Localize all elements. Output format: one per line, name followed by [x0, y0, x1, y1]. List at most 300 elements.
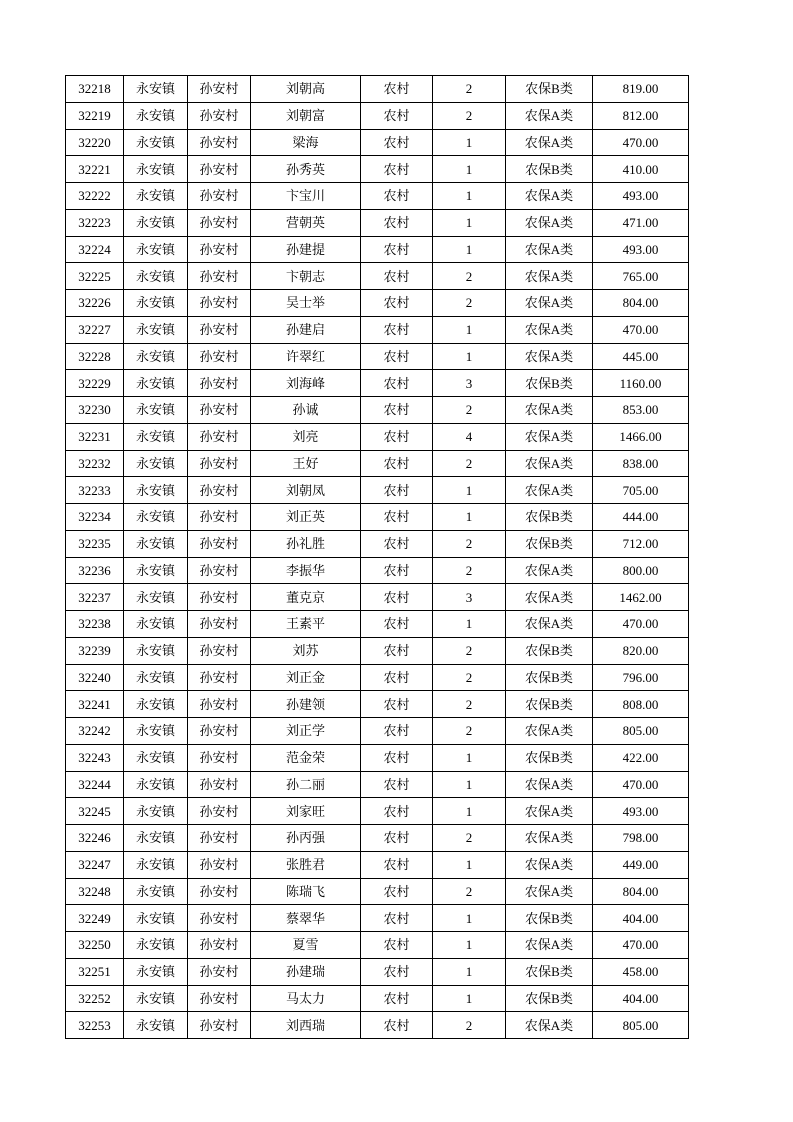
beneficiary-table — [65, 75, 689, 1039]
table-cell-person_count: 1 — [433, 504, 506, 531]
table-cell-village: 孙安村 — [188, 450, 251, 477]
table-cell-village: 孙安村 — [188, 129, 251, 156]
table-cell-village: 孙安村 — [188, 798, 251, 825]
table-cell-id: 32233 — [66, 477, 124, 504]
table-cell-person_count: 1 — [433, 798, 506, 825]
table-cell-id: 32251 — [66, 958, 124, 985]
table-cell-id: 32226 — [66, 290, 124, 317]
table-cell-name: 陈瑞飞 — [251, 878, 361, 905]
table-cell-name: 董克京 — [251, 584, 361, 611]
table-cell-name: 刘苏 — [251, 637, 361, 664]
table-row — [66, 236, 689, 263]
table-cell-household_type: 农村 — [361, 316, 433, 343]
table-cell-amount: 471.00 — [593, 209, 689, 236]
table-cell-person_count: 1 — [433, 771, 506, 798]
table-row — [66, 477, 689, 504]
table-cell-amount: 1466.00 — [593, 423, 689, 450]
table-row — [66, 263, 689, 290]
table-cell-village: 孙安村 — [188, 611, 251, 638]
table-cell-village: 孙安村 — [188, 932, 251, 959]
table-cell-insurance_class: 农保A类 — [506, 798, 593, 825]
table-cell-amount: 805.00 — [593, 718, 689, 745]
table-cell-person_count: 2 — [433, 718, 506, 745]
table-row — [66, 209, 689, 236]
table-cell-amount: 819.00 — [593, 76, 689, 103]
table-cell-id: 32222 — [66, 183, 124, 210]
table-cell-village: 孙安村 — [188, 263, 251, 290]
table-cell-household_type: 农村 — [361, 504, 433, 531]
table-cell-person_count: 1 — [433, 129, 506, 156]
table-cell-household_type: 农村 — [361, 905, 433, 932]
table-cell-person_count: 1 — [433, 985, 506, 1012]
table-cell-person_count: 2 — [433, 102, 506, 129]
table-cell-town: 永安镇 — [124, 290, 188, 317]
table-cell-household_type: 农村 — [361, 584, 433, 611]
table-cell-person_count: 2 — [433, 557, 506, 584]
table-cell-name: 范金荣 — [251, 744, 361, 771]
table-cell-amount: 804.00 — [593, 290, 689, 317]
table-cell-village: 孙安村 — [188, 557, 251, 584]
table-cell-village: 孙安村 — [188, 530, 251, 557]
table-cell-town: 永安镇 — [124, 316, 188, 343]
table-cell-id: 32232 — [66, 450, 124, 477]
table-cell-town: 永安镇 — [124, 798, 188, 825]
table-row — [66, 183, 689, 210]
table-cell-household_type: 农村 — [361, 530, 433, 557]
table-cell-household_type: 农村 — [361, 851, 433, 878]
table-row — [66, 504, 689, 531]
table-cell-village: 孙安村 — [188, 156, 251, 183]
table-cell-insurance_class: 农保A类 — [506, 316, 593, 343]
table-cell-town: 永安镇 — [124, 932, 188, 959]
table-cell-id: 32230 — [66, 397, 124, 424]
table-cell-village: 孙安村 — [188, 209, 251, 236]
table-row — [66, 905, 689, 932]
table-cell-amount: 812.00 — [593, 102, 689, 129]
table-cell-household_type: 农村 — [361, 263, 433, 290]
table-cell-town: 永安镇 — [124, 718, 188, 745]
table-cell-name: 卞宝川 — [251, 183, 361, 210]
table-cell-village: 孙安村 — [188, 504, 251, 531]
table-cell-town: 永安镇 — [124, 504, 188, 531]
table-cell-id: 32221 — [66, 156, 124, 183]
table-cell-amount: 404.00 — [593, 905, 689, 932]
table-cell-person_count: 2 — [433, 637, 506, 664]
table-cell-village: 孙安村 — [188, 236, 251, 263]
table-cell-person_count: 3 — [433, 584, 506, 611]
table-cell-id: 32253 — [66, 1012, 124, 1039]
table-cell-person_count: 1 — [433, 477, 506, 504]
table-cell-person_count: 2 — [433, 825, 506, 852]
table-cell-id: 32252 — [66, 985, 124, 1012]
table-cell-name: 刘海峰 — [251, 370, 361, 397]
table-row — [66, 744, 689, 771]
table-cell-insurance_class: 农保A类 — [506, 290, 593, 317]
table-cell-person_count: 2 — [433, 664, 506, 691]
table-cell-name: 刘正金 — [251, 664, 361, 691]
table-cell-village: 孙安村 — [188, 584, 251, 611]
table-cell-person_count: 1 — [433, 851, 506, 878]
table-cell-amount: 1160.00 — [593, 370, 689, 397]
table-cell-insurance_class: 农保A类 — [506, 450, 593, 477]
table-cell-name: 刘西瑞 — [251, 1012, 361, 1039]
table-cell-village: 孙安村 — [188, 370, 251, 397]
table-cell-household_type: 农村 — [361, 985, 433, 1012]
table-cell-name: 蔡翠华 — [251, 905, 361, 932]
table-cell-amount: 800.00 — [593, 557, 689, 584]
table-cell-household_type: 农村 — [361, 718, 433, 745]
table-cell-household_type: 农村 — [361, 958, 433, 985]
table-cell-household_type: 农村 — [361, 691, 433, 718]
table-cell-village: 孙安村 — [188, 423, 251, 450]
table-cell-name: 刘正英 — [251, 504, 361, 531]
table-cell-insurance_class: 农保A类 — [506, 932, 593, 959]
table-cell-name: 孙建瑞 — [251, 958, 361, 985]
table-cell-town: 永安镇 — [124, 102, 188, 129]
table-cell-household_type: 农村 — [361, 611, 433, 638]
table-cell-insurance_class: 农保B类 — [506, 504, 593, 531]
table-cell-village: 孙安村 — [188, 477, 251, 504]
table-cell-town: 永安镇 — [124, 1012, 188, 1039]
table-cell-name: 夏雪 — [251, 932, 361, 959]
table-cell-village: 孙安村 — [188, 744, 251, 771]
table-row — [66, 450, 689, 477]
table-cell-person_count: 2 — [433, 691, 506, 718]
table-cell-household_type: 农村 — [361, 664, 433, 691]
table-cell-amount: 410.00 — [593, 156, 689, 183]
table-cell-person_count: 2 — [433, 450, 506, 477]
table-cell-amount: 705.00 — [593, 477, 689, 504]
table-cell-amount: 470.00 — [593, 932, 689, 959]
table-cell-village: 孙安村 — [188, 76, 251, 103]
table-row — [66, 932, 689, 959]
table-cell-id: 32234 — [66, 504, 124, 531]
table-cell-household_type: 农村 — [361, 825, 433, 852]
table-cell-amount: 805.00 — [593, 1012, 689, 1039]
table-cell-insurance_class: 农保A类 — [506, 851, 593, 878]
table-cell-town: 永安镇 — [124, 209, 188, 236]
table-row — [66, 290, 689, 317]
table-cell-name: 刘朝富 — [251, 102, 361, 129]
table-cell-name: 孙二丽 — [251, 771, 361, 798]
table-cell-name: 刘朝高 — [251, 76, 361, 103]
table-cell-village: 孙安村 — [188, 771, 251, 798]
table-cell-person_count: 2 — [433, 878, 506, 905]
table-cell-id: 32246 — [66, 825, 124, 852]
table-cell-amount: 808.00 — [593, 691, 689, 718]
table-cell-amount: 470.00 — [593, 129, 689, 156]
table-cell-household_type: 农村 — [361, 744, 433, 771]
table-cell-household_type: 农村 — [361, 423, 433, 450]
table-cell-insurance_class: 农保B类 — [506, 156, 593, 183]
table-cell-household_type: 农村 — [361, 932, 433, 959]
table-cell-household_type: 农村 — [361, 637, 433, 664]
table-row — [66, 370, 689, 397]
table-cell-amount: 804.00 — [593, 878, 689, 905]
table-cell-person_count: 1 — [433, 958, 506, 985]
table-cell-insurance_class: 农保A类 — [506, 477, 593, 504]
table-cell-id: 32240 — [66, 664, 124, 691]
table-cell-id: 32236 — [66, 557, 124, 584]
table-cell-town: 永安镇 — [124, 905, 188, 932]
table-cell-household_type: 农村 — [361, 343, 433, 370]
table-cell-name: 刘亮 — [251, 423, 361, 450]
table-cell-insurance_class: 农保B类 — [506, 530, 593, 557]
table-row — [66, 397, 689, 424]
table-cell-household_type: 农村 — [361, 878, 433, 905]
table-cell-person_count: 2 — [433, 530, 506, 557]
table-cell-household_type: 农村 — [361, 290, 433, 317]
table-row — [66, 611, 689, 638]
table-cell-town: 永安镇 — [124, 370, 188, 397]
table-cell-insurance_class: 农保B类 — [506, 985, 593, 1012]
table-cell-person_count: 3 — [433, 370, 506, 397]
table-row — [66, 156, 689, 183]
table-row — [66, 691, 689, 718]
table-cell-village: 孙安村 — [188, 316, 251, 343]
table-cell-name: 刘家旺 — [251, 798, 361, 825]
table-cell-town: 永安镇 — [124, 557, 188, 584]
table-cell-town: 永安镇 — [124, 584, 188, 611]
table-cell-insurance_class: 农保A类 — [506, 825, 593, 852]
table-cell-insurance_class: 农保B类 — [506, 637, 593, 664]
table-cell-household_type: 农村 — [361, 450, 433, 477]
table-cell-insurance_class: 农保A类 — [506, 1012, 593, 1039]
table-cell-insurance_class: 农保A类 — [506, 611, 593, 638]
table-cell-id: 32244 — [66, 771, 124, 798]
table-cell-id: 32238 — [66, 611, 124, 638]
table-cell-id: 32218 — [66, 76, 124, 103]
table-cell-insurance_class: 农保A类 — [506, 397, 593, 424]
table-cell-amount: 796.00 — [593, 664, 689, 691]
table-row — [66, 958, 689, 985]
table-cell-village: 孙安村 — [188, 825, 251, 852]
table-cell-id: 32243 — [66, 744, 124, 771]
table-cell-household_type: 农村 — [361, 477, 433, 504]
table-cell-amount: 493.00 — [593, 183, 689, 210]
table-cell-amount: 765.00 — [593, 263, 689, 290]
table-cell-id: 32237 — [66, 584, 124, 611]
table-cell-id: 32219 — [66, 102, 124, 129]
table-row — [66, 584, 689, 611]
table-cell-village: 孙安村 — [188, 290, 251, 317]
table-cell-amount: 422.00 — [593, 744, 689, 771]
table-cell-town: 永安镇 — [124, 530, 188, 557]
table-cell-household_type: 农村 — [361, 129, 433, 156]
table-row — [66, 878, 689, 905]
table-cell-insurance_class: 农保A类 — [506, 878, 593, 905]
table-cell-amount: 470.00 — [593, 771, 689, 798]
table-cell-household_type: 农村 — [361, 236, 433, 263]
table-cell-village: 孙安村 — [188, 691, 251, 718]
table-cell-person_count: 1 — [433, 932, 506, 959]
table-cell-household_type: 农村 — [361, 1012, 433, 1039]
table-cell-town: 永安镇 — [124, 76, 188, 103]
table-cell-household_type: 农村 — [361, 209, 433, 236]
table-cell-amount: 404.00 — [593, 985, 689, 1012]
table-cell-name: 王好 — [251, 450, 361, 477]
table-cell-name: 张胜君 — [251, 851, 361, 878]
table-row — [66, 637, 689, 664]
table-cell-household_type: 农村 — [361, 798, 433, 825]
table-cell-town: 永安镇 — [124, 156, 188, 183]
table-cell-insurance_class: 农保B类 — [506, 958, 593, 985]
table-row — [66, 985, 689, 1012]
table-body — [66, 76, 689, 1039]
table-row — [66, 423, 689, 450]
table-cell-village: 孙安村 — [188, 102, 251, 129]
table-cell-person_count: 1 — [433, 905, 506, 932]
table-cell-insurance_class: 农保A类 — [506, 129, 593, 156]
table-cell-town: 永安镇 — [124, 744, 188, 771]
table-cell-id: 32224 — [66, 236, 124, 263]
table-cell-id: 32235 — [66, 530, 124, 557]
table-cell-id: 32231 — [66, 423, 124, 450]
table-cell-town: 永安镇 — [124, 771, 188, 798]
table-cell-town: 永安镇 — [124, 263, 188, 290]
table-cell-person_count: 2 — [433, 397, 506, 424]
table-cell-insurance_class: 农保A类 — [506, 102, 593, 129]
table-cell-town: 永安镇 — [124, 851, 188, 878]
table-cell-name: 许翠红 — [251, 343, 361, 370]
table-cell-village: 孙安村 — [188, 985, 251, 1012]
table-cell-id: 32220 — [66, 129, 124, 156]
table-cell-id: 32242 — [66, 718, 124, 745]
table-cell-insurance_class: 农保A类 — [506, 423, 593, 450]
table-cell-household_type: 农村 — [361, 183, 433, 210]
table-row — [66, 771, 689, 798]
table-cell-village: 孙安村 — [188, 1012, 251, 1039]
table-row — [66, 718, 689, 745]
table-cell-name: 营朝英 — [251, 209, 361, 236]
table-cell-person_count: 1 — [433, 611, 506, 638]
table-cell-insurance_class: 农保B类 — [506, 744, 593, 771]
table-cell-name: 孙建领 — [251, 691, 361, 718]
table-cell-id: 32223 — [66, 209, 124, 236]
table-cell-name: 马太力 — [251, 985, 361, 1012]
table-cell-insurance_class: 农保B类 — [506, 370, 593, 397]
table-cell-village: 孙安村 — [188, 664, 251, 691]
table-cell-id: 32227 — [66, 316, 124, 343]
table-cell-amount: 449.00 — [593, 851, 689, 878]
table-cell-person_count: 2 — [433, 290, 506, 317]
table-cell-id: 32225 — [66, 263, 124, 290]
table-cell-id: 32229 — [66, 370, 124, 397]
table-cell-household_type: 农村 — [361, 76, 433, 103]
table-row — [66, 557, 689, 584]
table-row — [66, 664, 689, 691]
table-row — [66, 316, 689, 343]
table-cell-name: 王素平 — [251, 611, 361, 638]
table-cell-village: 孙安村 — [188, 637, 251, 664]
table-cell-amount: 493.00 — [593, 236, 689, 263]
table-cell-id: 32247 — [66, 851, 124, 878]
table-cell-person_count: 1 — [433, 156, 506, 183]
table-cell-person_count: 1 — [433, 316, 506, 343]
table-cell-amount: 458.00 — [593, 958, 689, 985]
table-cell-insurance_class: 农保B类 — [506, 691, 593, 718]
table-cell-insurance_class: 农保A类 — [506, 718, 593, 745]
table-cell-name: 卞朝志 — [251, 263, 361, 290]
table-cell-town: 永安镇 — [124, 825, 188, 852]
table-cell-household_type: 农村 — [361, 102, 433, 129]
table-row — [66, 76, 689, 103]
table-cell-insurance_class: 农保A类 — [506, 584, 593, 611]
table-cell-name: 孙建启 — [251, 316, 361, 343]
table-cell-id: 32245 — [66, 798, 124, 825]
table-cell-person_count: 1 — [433, 236, 506, 263]
table-cell-household_type: 农村 — [361, 397, 433, 424]
table-cell-person_count: 1 — [433, 183, 506, 210]
table-cell-insurance_class: 农保A类 — [506, 343, 593, 370]
table-cell-amount: 712.00 — [593, 530, 689, 557]
table-cell-town: 永安镇 — [124, 611, 188, 638]
table-cell-town: 永安镇 — [124, 664, 188, 691]
table-cell-amount: 820.00 — [593, 637, 689, 664]
table-cell-id: 32239 — [66, 637, 124, 664]
table-cell-name: 刘朝凤 — [251, 477, 361, 504]
table-cell-id: 32249 — [66, 905, 124, 932]
table-cell-town: 永安镇 — [124, 129, 188, 156]
table-cell-amount: 493.00 — [593, 798, 689, 825]
table-cell-name: 孙丙强 — [251, 825, 361, 852]
table-cell-household_type: 农村 — [361, 557, 433, 584]
table-cell-town: 永安镇 — [124, 637, 188, 664]
table-row — [66, 530, 689, 557]
table-cell-household_type: 农村 — [361, 156, 433, 183]
table-cell-village: 孙安村 — [188, 397, 251, 424]
table-cell-amount: 853.00 — [593, 397, 689, 424]
table-cell-town: 永安镇 — [124, 183, 188, 210]
table-cell-name: 孙秀英 — [251, 156, 361, 183]
table-cell-insurance_class: 农保A类 — [506, 183, 593, 210]
table-cell-household_type: 农村 — [361, 771, 433, 798]
table-cell-person_count: 2 — [433, 263, 506, 290]
table-cell-id: 32250 — [66, 932, 124, 959]
table-row — [66, 825, 689, 852]
table-cell-amount: 470.00 — [593, 611, 689, 638]
table-cell-insurance_class: 农保B类 — [506, 905, 593, 932]
table-cell-person_count: 1 — [433, 744, 506, 771]
table-cell-name: 孙礼胜 — [251, 530, 361, 557]
table-cell-id: 32228 — [66, 343, 124, 370]
table-cell-person_count: 2 — [433, 76, 506, 103]
table-cell-village: 孙安村 — [188, 878, 251, 905]
table-cell-town: 永安镇 — [124, 397, 188, 424]
table-cell-village: 孙安村 — [188, 718, 251, 745]
table-row — [66, 102, 689, 129]
table-cell-insurance_class: 农保B类 — [506, 664, 593, 691]
table-cell-insurance_class: 农保A类 — [506, 209, 593, 236]
table-row — [66, 129, 689, 156]
table-cell-name: 吴士举 — [251, 290, 361, 317]
table-cell-person_count: 4 — [433, 423, 506, 450]
table-cell-name: 孙诚 — [251, 397, 361, 424]
table-cell-insurance_class: 农保A类 — [506, 236, 593, 263]
table-cell-amount: 1462.00 — [593, 584, 689, 611]
table-cell-amount: 470.00 — [593, 316, 689, 343]
table-cell-town: 永安镇 — [124, 236, 188, 263]
table-cell-town: 永安镇 — [124, 343, 188, 370]
table-row — [66, 798, 689, 825]
table-cell-village: 孙安村 — [188, 851, 251, 878]
table-cell-village: 孙安村 — [188, 905, 251, 932]
table-cell-name: 梁海 — [251, 129, 361, 156]
table-cell-amount: 798.00 — [593, 825, 689, 852]
table-cell-town: 永安镇 — [124, 878, 188, 905]
table-cell-insurance_class: 农保A类 — [506, 263, 593, 290]
table-cell-person_count: 1 — [433, 209, 506, 236]
